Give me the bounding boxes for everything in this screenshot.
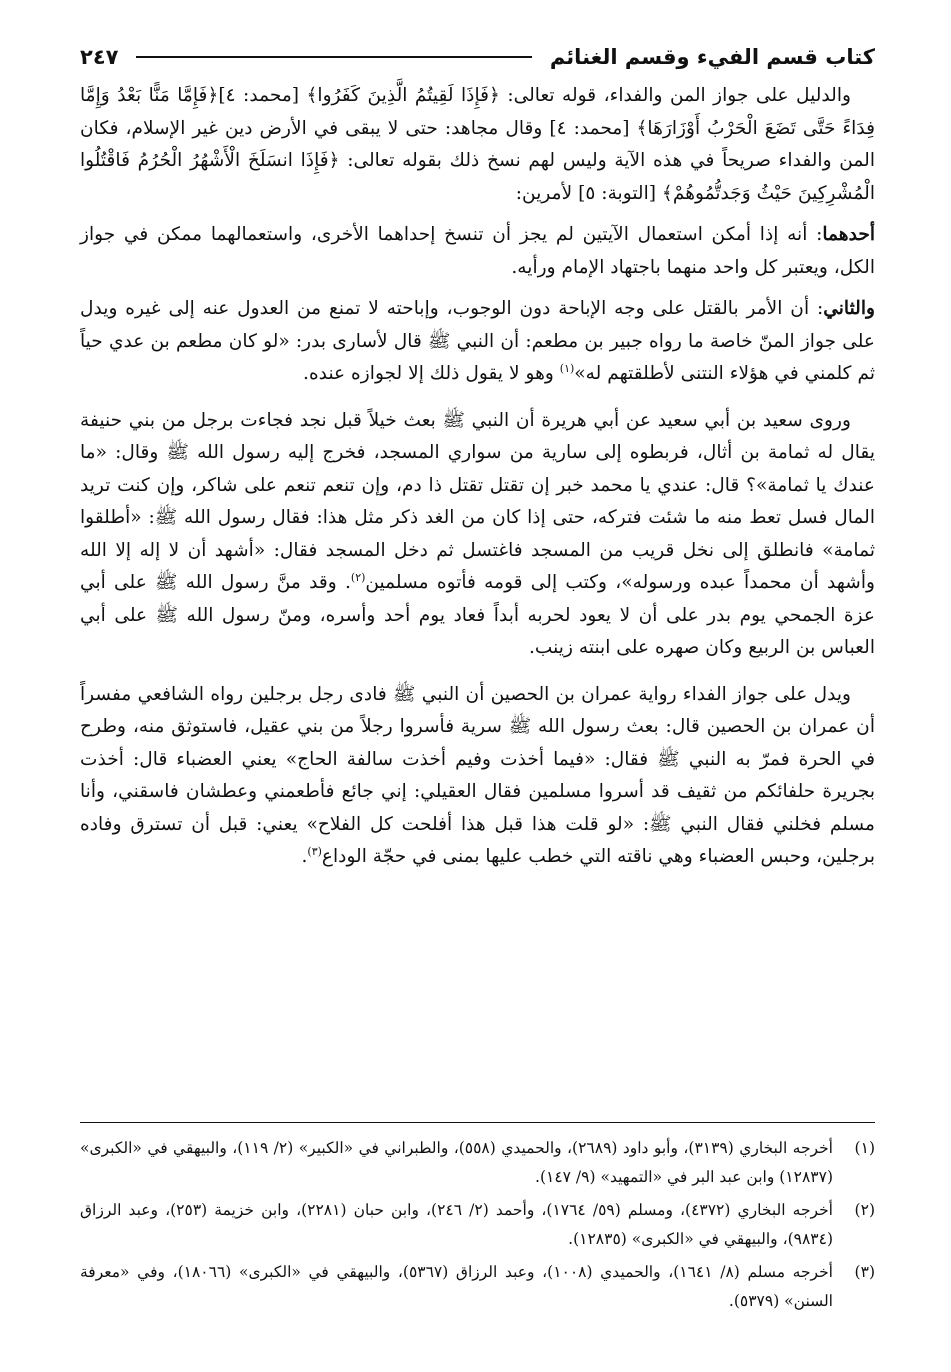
footnotes [80,1134,875,1320]
page-number: ٢٤٧ [80,45,119,69]
paragraph-4-tail: . وقد منَّ رسول الله ﷺ على أبي عزة الجمحي يوم بدر على أن لا يعود لحربه أبداً فعاد يوم أحد وأسره، ومنّ رسول الله ﷺ على أبي العباس بن الربيع وكان صهره على ابنته زينب. [80,572,875,658]
paragraph-1-text: والدليل على جواز المن والفداء، قوله تعالى: ﴿فَإِذَا لَقِيتُمُ الَّذِينَ كَفَرُوا﴾ [محمد: ٤]﴿فَإِمَّا مَنًّا بَعْدُ وَإِمَّا فِدَاءً حَتَّى تَضَعَ الْحَرْبُ أَوْزَارَهَا﴾ [محمد: ٤] وقال مجاهد: حتى لا يبقى في الأرض دين غير الإسلام، فكان المن والفداء صريحاً في هذه الآية وليس لهم نسخ ذلك بقوله تعالى: ﴿فَإِذَا انسَلَخَ الْأَشْهُرُ الْحُرُمُ فَاقْتُلُوا الْمُشْرِكِينَ حَيْثُ وَجَدتُّمُوهُمْ﴾ [التوبة: ٥] لأمرين: [80,85,875,204]
footnote-3 [80,1258,875,1316]
footnote-1-number: (١) [854,1139,875,1157]
paragraph-3-lead: والثاني [823,298,875,319]
footnote-ref-1[interactable]: (١) [559,361,575,375]
footnote-1-text: أخرجه البخاري (٣١٣٩)، وأبو داود (٢٦٨٩)، والحميدي (٥٥٨)، والطبراني في «الكبير» (٢/ ١١٩)، والبيهقي في «الكبرى» (١٢٨٣٧) وابن عبد البر في «التمهيد» (٩/ ١٤٧). [80,1139,833,1186]
chapter-title: كتاب قسم الفيء وقسم الغنائم [549,45,875,69]
paragraph-5-tail: . [301,846,308,867]
footnote-2-text: أخرجه البخاري (٤٣٧٢)، ومسلم (٥٩/ ١٧٦٤)، وأحمد (٢/ ٢٤٦)، وابن حبان (٢٢٨١)، وابن خزيمة (٢٥٣)، وعبد الرزاق (٩٨٣٤)، والبيهقي في «الكبرى» (١٢٨٣٥). [80,1201,833,1248]
header-rule [136,56,531,58]
footnote-ref-3[interactable]: (٣) [307,844,322,858]
paragraph-3-tail: وهو لا يقول ذلك إلا لجوازه عنده. [303,363,560,384]
book-page [80,40,875,1340]
paragraph-2 [80,219,875,284]
paragraph-1 [80,80,875,210]
paragraph-3-text: : أن الأمر بالقتل على وجه الإباحة دون الوجوب، وإباحته لا تمنع من العدول عنه إلى غيره ويدل على جواز المنّ خاصة ما رواه جبير بن مطعم: أن النبي ﷺ قال لأسارى بدر: «لو كان مطعم بن عدي حياً ثم كلمني في هؤلاء النتنى لأطلقتهم له» [80,298,875,384]
paragraph-4 [80,405,875,665]
footnote-3-text: أخرجه مسلم (٨/ ١٦٤١)، والحميدي (١٠٠٨)، وعبد الرزاق (٥٣٦٧)، والبيهقي في «الكبرى» (١٨٠٦٦)، وفي «معرفة السنن» (٥٣٧٩). [80,1263,833,1310]
main-text [80,80,875,874]
footnote-ref-2[interactable]: (٢) [350,570,366,584]
paragraph-5 [80,679,875,874]
footnote-separator [80,1122,875,1123]
running-header [80,40,875,74]
paragraph-3 [80,293,875,391]
paragraph-2-text: : أنه إذا أمكن استعمال الآيتين لم يجز أن تنسخ إحداهما الأخرى، واستعمالهما ممكن في جواز الكل، ويعتبر كل واحد منهما باجتهاد الإمام ورأيه. [80,224,875,278]
paragraph-2-lead: أحدهما [822,224,875,245]
footnote-1 [80,1134,875,1192]
footnote-2-number: (٢) [854,1201,875,1219]
footnote-2 [80,1196,875,1254]
footnote-3-number: (٣) [854,1263,875,1281]
paragraph-5-text: ويدل على جواز الفداء رواية عمران بن الحصين أن النبي ﷺ فادى رجل برجلين رواه الشافعي مفسراً أن عمران بن الحصين قال: بعث رسول الله ﷺ سرية فأسروا رجلاً من بني عقيل، فاستوثق منه، وطرح في الحرة فمرّ به النبي ﷺ فقال: «فيما أخذت وفيم أخذت سالفة الحاج» يعني العضباء قال: أخذت بجريرة حلفائكم من ثقيف قد أسروا مسلمين فقال العقيلي: إني جائع فأطعمني وعطشان فاسقني، وأنا مسلم فخلني فقال النبي ﷺ: «لو قلت هذا قبل هذا أفلحت كل الفلاح» يعني: قبل أن تسترق وفاده برجلين، وحبس العضباء وهي ناقته التي خطب عليها بمنى في حجّة الوداع [80,683,875,867]
paragraph-4-text: وروى سعيد بن أبي سعيد عن أبي هريرة أن النبي ﷺ بعث خيلاً قبل نجد فجاءت برجل من بني حنيفة يقال له ثمامة بن أثال، فربطوه إلى سارية من سواري المسجد، فخرج إليه رسول الله ﷺ وقال: «ما عندك يا ثمامة»؟ قال: عندي يا محمد خبر إن تقتل تقتل ذا دم، وإن تنعم تنعم على شاكر، وإن كنت تريد المال فسل تعط منه ما شئت فتركه، حتى إذا كان من الغد ذكر مثل هذا: فقال رسول الله ﷺ: «أطلقوا ثمامة» فانطلق إلى نخل قريب من المسجد فاغتسل ثم دخل المسجد فقال: «أشهد أن لا إله إلا الله وأشهد أن محمداً عبده ورسوله»، وكتب إلى قومه فأتوه مسلمين [80,409,876,593]
